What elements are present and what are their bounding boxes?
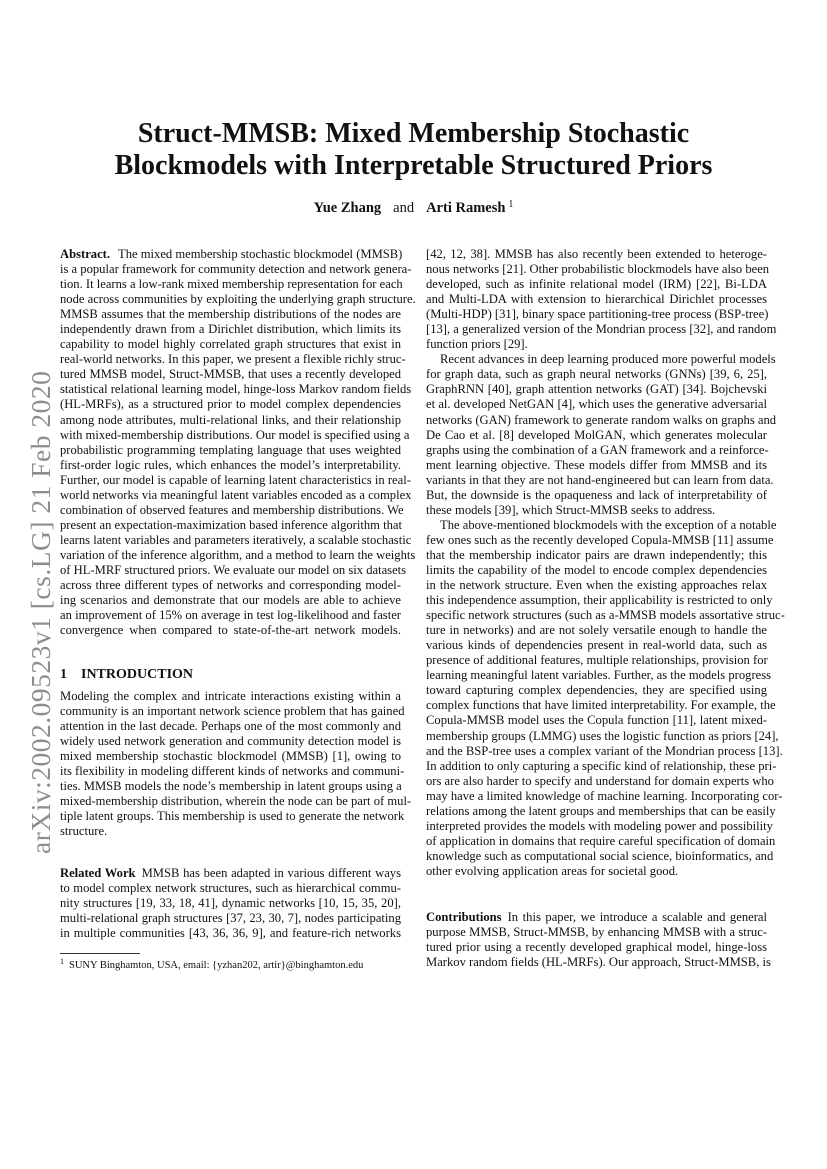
body-line: for graph data, such as graph neural networks (GNNs) [39, 6, 25], [426,367,767,382]
body-line: GraphRNN [40], graph attention networks (GAT) [34]. Bojchevski [426,382,767,397]
intro-line: tiple latent groups. This membership is used to generate the network [60,809,405,824]
body-line: presence of additional features, multiple relationships, provision for [426,653,768,668]
paragraph-blockmodel-limitations [426,517,785,879]
body-line: nous networks [21]. Other probabilistic blockmodels have also been [426,262,770,277]
body-line: that the membership indicator pairs are drawn independently; this [426,547,767,562]
intro-line: community is an important network science problem that has gained [60,704,405,719]
abstract-line: present an expectation-maximization based inference algorithm that [60,517,402,532]
abstract [60,247,416,638]
body-line: Recent advances in deep learning produced more powerful models [440,352,776,367]
abstract-line: world networks via meaningful latent variables encoded as a complex [60,487,412,502]
body-line: [13], a generalized version of the Mondrian process [32], and random [426,322,777,337]
abstract-line: statistical relational learning model, hinge-loss Markov random fields [60,382,412,397]
right-column [426,247,785,879]
abstract-line: combination of observed features and membership distributions. We [60,502,404,517]
abstract-line: node across communities by exploiting the underlying graph structure. [60,292,416,307]
body-line: in the network structure. Even when the existing approaches relax [426,578,767,593]
body-line: (Multi-HDP) [31], binary space partitioning-tree process (BSP-tree) [426,307,769,322]
abstract-line: Further, our model is capable of learning latent characteristics in real- [60,472,411,487]
body-line: [42, 12, 38]. MMSB has also recently been extended to heteroge- [426,247,767,261]
footnote [60,957,363,971]
author-name: Yue Zhang [313,200,382,216]
related-work-label: Related Work [60,866,136,880]
body-line: ors are also harder to specify and understand for domain experts who [426,773,774,788]
body-line: networks (GAN) framework to generate random walks on graphs and [426,412,777,427]
paragraph-deep-learning [426,352,777,518]
body-line: specific network structures (such as a-MMSB models assortative struc- [426,608,785,623]
footnote-text: SUNY Binghamton, USA, email: {yzhan202, artir}@binghamton.edu [69,960,364,971]
abstract-line: capability to model highly correlated graph structures that exist in [60,337,401,352]
body-line: interpreted provides the models with modeling power and possibility [426,818,773,833]
body-line: ture in networks) and are not solely versatile enough to handle the [426,623,767,638]
intro-line: widely used network generation and community detection model is [60,734,401,749]
abstract-line: learns latent variables and parameters iteratively, a scalable stochastic [60,532,412,547]
contributions-label: Contributions [426,910,502,924]
intro-line: ties. MMSB models the node’s membership in latent groups using a [60,779,402,794]
abstract-line: an improvement of 15% on average in test log-likelihood and faster [60,608,401,623]
contributions-line: tured prior using a recently developed graphical model, hinge-loss [426,940,767,955]
body-line: various kinds of dependencies present in real-world data, such as [426,638,767,653]
body-line: few ones such as the recently developed Copula-MMSB [11] assume [426,532,774,547]
body-line: limits the capability of the model to encode complex dependencies [426,562,767,577]
abstract-line: across three different types of networks and corresponding model- [60,578,401,593]
related-work-line: in multiple communities [43, 36, 36, 9], and feature-rich networks [60,926,401,941]
abstract-line: with mixed-membership distributions. Our model is specified using a [60,427,410,442]
intro-line: mixed-membership distribution, wherein the node can be part of mul- [60,794,412,809]
body-line: learning meaningful latent variables. Further, as the models progress [426,668,772,683]
abstract-line: convergence when compared to state-of-the-art network models. [60,623,401,638]
intro-line: its flexibility in modeling different kinds of networks and communi- [60,764,405,779]
abstract-line: probabilistic programming templating language that uses weighted [60,442,401,457]
paragraph-prior-models [426,247,777,352]
contributions-line: purpose MMSB, Struct-MMSB, by enhancing MMSB with a struc- [426,925,767,940]
abstract-line: tured MMSB model, Struct-MMSB, that uses a recently developed [60,367,401,382]
intro-line: attention in the last decade. Perhaps one of the most commonly and [60,719,401,734]
body-line: other evolving application areas for societal good. [426,863,679,878]
body-line: and Multi-LDA with extension to hierarchical Dirichlet processes [426,292,767,307]
body-line: The above-mentioned blockmodels with the exception of a notable [440,517,777,532]
left-column [60,247,416,638]
body-line: toward capturing complex dependencies, they are specified using [426,683,767,698]
section-heading [60,667,193,683]
intro-line: Modeling the complex and intricate interactions existing within a [60,689,401,703]
body-line: De Cao et al. [8] developed MolGAN, which generates molecular [426,427,767,442]
body-line: these models [39], which Struct-MMSB seeks to address. [426,502,716,517]
introduction-paragraph [60,689,412,839]
abstract-line: ing scenarios and demonstrate that our models are able to achieve [60,593,401,608]
footnote-mark: 1 [60,957,64,966]
abstract-line: real-world networks. In this paper, we present a flexible richly struc- [60,352,406,367]
title-line: Blockmodels with Interpretable Structured Priors [114,150,713,181]
body-line: et al. developed NetGAN [4], which uses the generative adversarial [426,397,767,412]
footnote-divider [60,953,140,954]
contributions-paragraph [426,910,771,970]
abstract-line: of HL-MRF structured priors. We evaluate our model on six datasets [60,562,407,577]
body-line: and the BSP-tree uses a complex variant of the Mondrian process [13]. [426,743,783,758]
affiliation-mark: 1 [508,199,514,210]
abstract-line: is a popular framework for community detection and network genera- [60,262,412,277]
body-line: developed, such as infinite relational model (IRM) [22], Bi-LDA [426,277,767,292]
abstract-label: Abstract. [60,247,111,261]
body-line: But, the downside is the opaqueness and lack of interpretability of [426,487,767,502]
body-line: of application in domains that require careful specification of domain [426,833,776,848]
body-line: graphs using the combination of a GAN framework and a reinforce- [426,442,769,457]
author-line [80,199,747,217]
related-work-line: to model complex network structures, such as hierarchical commu- [60,881,401,896]
abstract-line: independently drawn from a Dirichlet distribution, which limits its [60,322,401,337]
body-line: ment learning objective. These models differ from MMSB and its [426,457,767,472]
body-line: knowledge such as computational social science, bioinformatics, and [426,848,774,863]
related-work-line: nity structures [19, 33, 18, 41], dynamic networks [10, 15, 35, 20], [60,896,401,911]
author-name: Arti Ramesh [426,200,506,216]
section-title: INTRODUCTION [81,667,194,682]
abstract-line: tion. It learns a low-rank mixed membership representation for each [60,277,403,292]
intro-line: mixed membership stochastic blockmodel (MMSB) [1], owing to [60,749,401,764]
abstract-line: (HL-MRFs), as a structured prior to model complex dependencies [60,397,401,412]
body-line: variants in that they are not hand-engineered but can learn from data. [426,472,774,487]
abstract-line: variation of the inference algorithm, and a method to learn the weights [60,547,416,562]
related-work-line: multi-relational graph structures [37, 23, 30, 7], nodes participating [60,911,401,926]
abstract-line: among node attributes, multi-relational links, and their relationship [60,412,401,427]
paper-title [80,118,747,182]
related-work-paragraph [60,866,401,941]
section-number: 1 [60,667,67,682]
body-line: complex functions that have limited interpretability. For example, the [426,698,776,713]
body-line: membership groups (LMMG) uses the logistic function as priors [24], [426,728,779,743]
intro-line: structure. [60,824,108,839]
abstract-line: Abstract. The mixed membership stochastic blockmodel (MMSB) [60,247,403,261]
body-line: function priors [29]. [426,337,528,352]
body-line: relations among the latent groups and memberships that can be easily [426,803,776,818]
arxiv-identifier-stamp: arXiv:2002.09523v1 [cs.LG] 21 Feb 2020 [25,370,56,854]
title-line: Struct-MMSB: Mixed Membership Stochastic [137,118,690,149]
body-line: In addition to only capturing a specific kind of relationship, these pri- [426,758,777,773]
body-line: Copula-MMSB model uses the Copula function [11], latent mixed- [426,713,767,728]
abstract-line: MMSB assumes that the membership distributions of the nodes are [60,307,401,322]
body-line: this independence assumption, their applicability is restricted to only [426,593,773,608]
contributions-line: Markov random fields (HL-MRFs). Our approach, Struct-MMSB, is [426,955,771,970]
abstract-line: first-order logic rules, which enhances the model’s interpretability. [60,457,401,472]
body-line: may have a limited knowledge of machine learning. Incorporating cor- [426,788,783,803]
author-conjunction: and [393,200,415,216]
contributions-line: Contributions In this paper, we introduce a scalable and general [426,910,767,924]
related-work-line: Related Work MMSB has been adapted in various different ways [60,866,402,880]
